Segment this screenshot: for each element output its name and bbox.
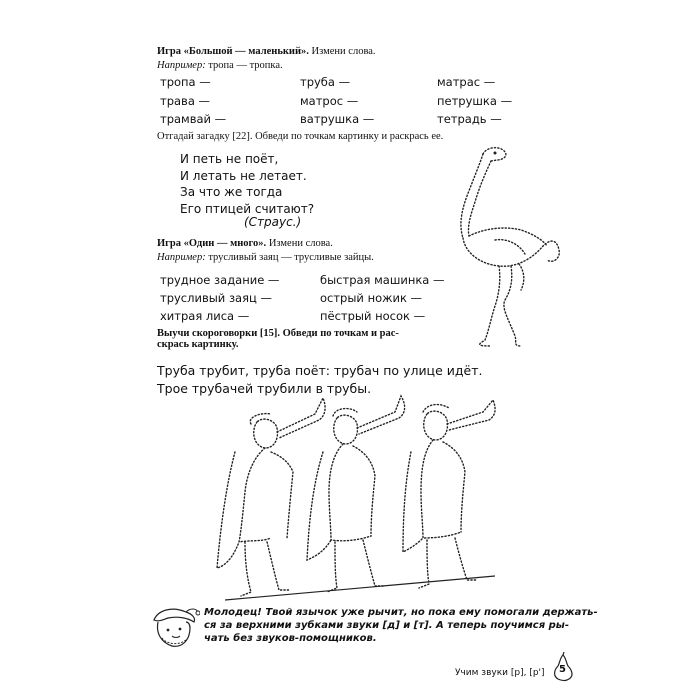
game2-word: хитрая лиса — [160,309,250,323]
tongue-twister-task-line: скрась картинку. [157,339,239,350]
riddle-answer: (Страус.) [244,215,302,229]
game2-heading [157,238,333,249]
game2-word: пёстрый носок — [320,309,426,323]
tongue-twister-task [157,328,399,350]
game1-word: матрос — [300,94,359,108]
game1-title: Игра «Большой — маленький». [157,46,309,57]
riddle-task: Отгадай загадку [22]. Обведи по точкам картинку и раскрась ее. [157,131,444,142]
riddle-line: За что же тогда [180,185,283,199]
game2-word: трусливый заяц — [160,291,273,305]
trumpeter-right [403,400,495,588]
game1-word: труба — [300,75,351,89]
riddle-line: И летать не летает. [180,168,307,183]
game1-word: матрас — [437,75,496,89]
page-number: 5 [559,664,566,675]
riddle-line: Его птицей считают? [180,201,315,216]
tongue-twister-task-line: Выучи скороговорки [15]. Обведи по точкам и рас- [157,328,399,339]
game1-word: петрушка — [437,94,513,108]
game1-word: тетрадь — [437,112,502,126]
game2-word: трудное задание — [160,273,280,287]
running-title: Учим звуки [р], [р'] [455,668,545,678]
tongue-twister-line: Труба трубит, труба поёт: трубач по улице идёт. [157,363,483,378]
footer-note-line: ся за верхними зубками звуки [д] и [т]. А теперь поучимся ры- [204,620,569,631]
game1-instruction: Измени слова. [311,46,376,57]
trumpeter-middle [307,396,405,592]
gnome-mascot-icon [148,604,200,650]
game2-example-label: Например: [157,252,206,263]
riddle-poem [180,151,314,217]
game2-example-text: трусливый заяц — трусливые зайцы. [208,252,374,263]
tongue-twister-line: Трое трубачей трубили в трубы. [157,381,372,396]
game1-heading [157,46,376,57]
game2-instruction: Измени слова. [268,238,333,249]
trumpeters-outline-icon [205,392,505,604]
footer-note-line: чать без звуков-помощников. [204,633,377,644]
footer-note [204,606,598,645]
game1-word: трава — [160,94,211,108]
game1-example-label: Например: [157,60,206,71]
riddle-line: И петь не поёт, [180,152,279,166]
game1-word: ватрушка — [300,112,375,126]
game2-title: Игра «Один — много». [157,238,267,249]
footer-note-line: Молодец! Твой язычок уже рычит, но пока ему помогали держать- [204,607,598,618]
trumpeter-left [217,398,325,596]
game1-word: трамвай — [160,112,227,126]
game2-example [157,252,374,263]
game2-word: быстрая машинка — [320,273,445,287]
game1-example-text: тропа — тропка. [208,60,283,71]
game1-word: тропа — [160,75,211,89]
ostrich-outline-icon [455,140,565,355]
game1-example [157,60,283,71]
game2-word: острый ножик — [320,291,423,305]
